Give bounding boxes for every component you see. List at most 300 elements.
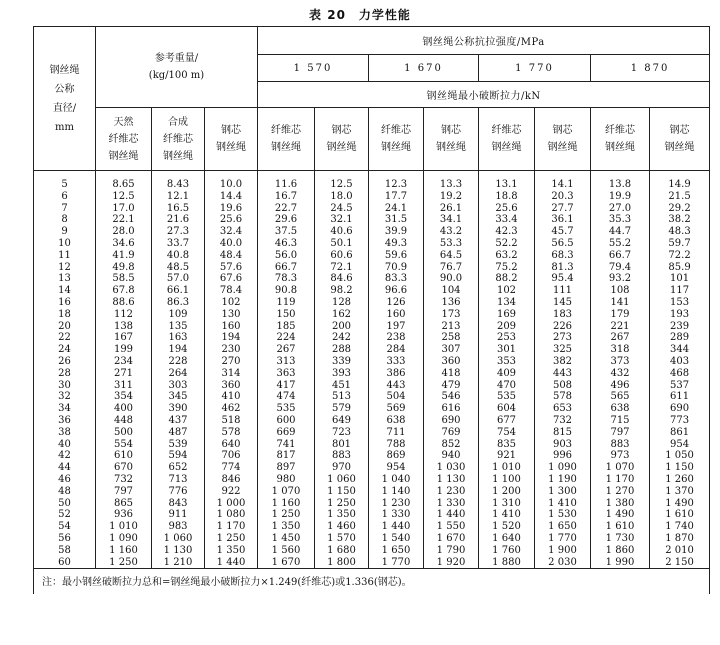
- table-cell: 78.4: [219, 285, 243, 297]
- table-cell: 1 410: [492, 509, 521, 521]
- table-cell: 226: [552, 320, 573, 332]
- header-line: 钢丝绳: [547, 142, 578, 153]
- table-cell: 390: [168, 403, 188, 415]
- table-cell: 817: [276, 450, 296, 462]
- header-line: 纤维芯: [381, 125, 411, 136]
- table-cell: 32.4: [219, 226, 243, 238]
- table-cell: 72.2: [668, 249, 691, 261]
- table-cell: 1 380: [605, 497, 635, 509]
- header-line: 钢芯: [552, 125, 573, 136]
- table-cell: 865: [113, 497, 134, 509]
- table-cell: 8: [61, 214, 68, 226]
- table-cell: 769: [441, 426, 461, 438]
- table-cell: 311: [113, 379, 134, 391]
- table-cell: 126: [386, 296, 406, 308]
- table-cell: 418: [441, 367, 461, 379]
- table-cell: 267: [610, 332, 630, 344]
- table-cell: 95.4: [551, 273, 574, 285]
- force-1670-steel-column: [424, 171, 479, 569]
- table-cell: 18: [58, 308, 71, 320]
- table-cell: 1 490: [605, 509, 635, 521]
- table-cell: 400: [113, 403, 134, 415]
- table-cell: 451: [331, 379, 352, 391]
- table-cell: 554: [113, 438, 134, 450]
- table-cell: 11.6: [274, 179, 298, 190]
- table-cell: 258: [441, 332, 461, 344]
- table-cell: 911: [168, 509, 188, 521]
- table-cell: 48.3: [668, 226, 691, 238]
- table-cell: 1 760: [492, 544, 521, 556]
- table-cell: 1 540: [381, 532, 411, 544]
- mechanical-properties-table: [33, 26, 710, 594]
- table-cell: 16.5: [166, 202, 190, 214]
- table-cell: 84.6: [330, 273, 353, 285]
- table-cell: 68.3: [551, 249, 574, 261]
- table-cell: 1 130: [436, 473, 466, 485]
- header-line: 钢芯: [331, 125, 352, 136]
- table-cell: 32.1: [330, 214, 353, 226]
- force-1770-steel-header: [535, 108, 591, 171]
- table-cell: 109: [168, 308, 188, 320]
- table-cell: 1 770: [381, 556, 411, 568]
- table-cell: 20: [58, 320, 71, 332]
- table-cell: 64.5: [439, 249, 463, 261]
- weight-synthetic-fiber-header: [152, 108, 205, 171]
- table-cell: 1 520: [492, 521, 521, 533]
- table-cell: 289: [670, 332, 690, 344]
- table-cell: 883: [610, 438, 630, 450]
- table-cell: 711: [386, 426, 406, 438]
- table-cell: 20.3: [551, 190, 574, 202]
- table-cell: 432: [610, 367, 630, 379]
- table-cell: 954: [670, 438, 690, 450]
- table-cell: 638: [610, 403, 630, 415]
- table-cell: 13.3: [439, 179, 463, 190]
- table-cell: 579: [331, 403, 352, 415]
- force-1670-fiber-header: [369, 108, 424, 171]
- table-cell: 46: [58, 473, 71, 485]
- table-cell: 788: [386, 438, 406, 450]
- table-cell: 56.5: [551, 237, 574, 249]
- table-cell: 1 790: [436, 544, 466, 556]
- table-cell: 535: [496, 391, 517, 403]
- table-cell: 18.8: [495, 190, 518, 202]
- table-cell: 43.2: [439, 226, 463, 238]
- table-cell: 29.6: [274, 214, 298, 226]
- force-1670-steel-header: [424, 108, 479, 171]
- table-cell: 93.2: [608, 273, 632, 285]
- table-cell: 1 900: [548, 544, 577, 556]
- table-cell: 318: [610, 344, 630, 356]
- table-cell: 28: [58, 367, 71, 379]
- table-cell: 199: [113, 344, 134, 356]
- table-cell: 66.1: [166, 285, 190, 297]
- table-cell: 706: [221, 450, 241, 462]
- table-cell: 34.1: [439, 214, 463, 226]
- table-cell: 653: [552, 403, 573, 415]
- table-cell: 344: [670, 344, 690, 356]
- force-1570-fiber-column: [258, 171, 315, 569]
- table-cell: 60: [58, 556, 71, 568]
- table-cell: 1 640: [492, 532, 521, 544]
- table-cell: 1 090: [548, 462, 577, 474]
- table-cell: 677: [496, 414, 517, 426]
- table-cell: 1 350: [216, 544, 246, 556]
- table-cell: 27.0: [608, 202, 632, 214]
- header-line: 钢芯: [221, 125, 241, 136]
- table-cell: 373: [610, 355, 630, 367]
- force-1870-steel-column: [650, 171, 710, 569]
- table-cell: 815: [552, 426, 573, 438]
- table-cell: 267: [276, 344, 296, 356]
- table-cell: 301: [496, 344, 517, 356]
- table-cell: 112: [113, 308, 134, 320]
- table-cell: 239: [670, 320, 690, 332]
- table-cell: 72.1: [330, 261, 353, 273]
- table-cell: 234: [113, 355, 134, 367]
- table-cell: 26: [58, 355, 71, 367]
- header-line: 纤维芯: [271, 125, 301, 136]
- table-cell: 238: [386, 332, 406, 344]
- table-cell: 34.6: [112, 237, 135, 249]
- table-cell: 58.5: [112, 273, 135, 285]
- force-1870-steel-header: [650, 108, 710, 171]
- table-cell: 1 000: [216, 497, 246, 509]
- force-1770-steel-column: [535, 171, 591, 569]
- table-cell: 1 170: [216, 521, 246, 533]
- table-cell: 496: [610, 379, 630, 391]
- table-cell: 10.0: [219, 179, 243, 190]
- table-cell: 1 300: [548, 485, 577, 497]
- table-cell: 21.5: [668, 190, 691, 202]
- table-cell: 162: [331, 308, 352, 320]
- table-cell: 1 260: [665, 473, 694, 485]
- table-cell: 843: [168, 497, 188, 509]
- ref-weight-header-line: (kg/100 m): [148, 70, 205, 81]
- table-cell: 11: [58, 249, 71, 261]
- table-cell: 500: [113, 426, 134, 438]
- table-cell: 57.6: [219, 261, 243, 273]
- table-cell: 852: [441, 438, 461, 450]
- table-cell: 1 650: [381, 544, 411, 556]
- table-cell: 7: [61, 202, 68, 214]
- force-1870-fiber-column: [591, 171, 650, 569]
- table-cell: 28.0: [112, 226, 135, 238]
- table-cell: 197: [386, 320, 406, 332]
- table-cell: 38.2: [668, 214, 691, 226]
- table-cell: 242: [331, 332, 352, 344]
- table-cell: 81.3: [551, 261, 574, 273]
- table-cell: 883: [331, 450, 352, 462]
- table-cell: 67.6: [219, 273, 243, 285]
- table-cell: 354: [113, 391, 134, 403]
- table-cell: 111: [552, 285, 573, 297]
- table-cell: 1 740: [665, 521, 694, 533]
- force-1570-steel-header: [315, 108, 369, 171]
- grade-1670-header: 1 670: [369, 55, 479, 82]
- table-cell: 14.9: [668, 179, 691, 190]
- table-cell: 649: [331, 414, 352, 426]
- header-line: 钢丝绳: [664, 142, 695, 153]
- table-cell: 32: [58, 391, 71, 403]
- header-line: 钢芯: [441, 125, 461, 136]
- table-cell: 56.0: [274, 249, 298, 261]
- table-cell: 270: [221, 355, 241, 367]
- header-line: 钢丝绳: [163, 150, 193, 162]
- table-cell: 1 560: [271, 544, 301, 556]
- table-cell: 996: [552, 450, 573, 462]
- table-cell: 1 670: [271, 556, 301, 568]
- table-cell: 200: [331, 320, 352, 332]
- table-cell: 42.3: [495, 226, 518, 238]
- table-cell: 417: [276, 379, 296, 391]
- table-cell: 1 920: [436, 556, 466, 568]
- table-cell: 169: [496, 308, 517, 320]
- table-cell: 393: [331, 367, 352, 379]
- table-cell: 44: [58, 462, 71, 474]
- table-cell: 1 550: [436, 521, 466, 533]
- table-cell: 13.8: [608, 179, 632, 190]
- table-cell: 980: [276, 473, 296, 485]
- table-cell: 14.1: [551, 179, 574, 190]
- table-cell: 1 050: [665, 450, 694, 462]
- table-cell: 1 250: [271, 509, 301, 521]
- table-cell: 513: [331, 391, 352, 403]
- table-cell: 12.5: [112, 190, 135, 202]
- table-cell: 85.9: [668, 261, 691, 273]
- table-cell: 754: [496, 426, 517, 438]
- table-cell: 470: [496, 379, 517, 391]
- table-cell: 19.9: [608, 190, 632, 202]
- table-cell: 1 160: [109, 544, 138, 556]
- table-cell: 12.3: [384, 179, 408, 190]
- table-cell: 40: [58, 438, 71, 450]
- table-cell: 130: [221, 308, 241, 320]
- table-cell: 17.7: [384, 190, 408, 202]
- header-line: 纤维芯: [108, 133, 139, 145]
- table-cell: 565: [610, 391, 630, 403]
- table-cell: 1 610: [665, 509, 694, 521]
- table-cell: 690: [441, 414, 461, 426]
- table-cell: 690: [670, 403, 690, 415]
- table-cell: 1 570: [327, 532, 356, 544]
- table-cell: 70.9: [384, 261, 408, 273]
- table-cell: 30: [58, 379, 71, 391]
- ref-weight-header-line: 参考重量/: [154, 53, 199, 64]
- table-cell: 1 310: [492, 497, 521, 509]
- min-break-force-header: 钢丝绳最小破断拉力/kN: [258, 82, 710, 108]
- table-cell: 54: [58, 521, 71, 533]
- header-line: 钢丝绳: [216, 142, 246, 153]
- table-cell: 194: [221, 332, 241, 344]
- table-cell: 141: [610, 296, 630, 308]
- table-cell: 10: [58, 237, 71, 249]
- table-cell: 443: [552, 367, 573, 379]
- force-1770-fiber-header: [479, 108, 535, 171]
- table-cell: 16.7: [274, 190, 298, 202]
- table-cell: 41.9: [112, 249, 135, 261]
- table-cell: 38: [58, 426, 71, 438]
- table-cell: 135: [168, 320, 188, 332]
- table-cell: 732: [113, 473, 134, 485]
- table-cell: 1 730: [605, 532, 635, 544]
- table-cell: 1 130: [163, 544, 193, 556]
- header-line: 钢丝绳: [108, 150, 139, 162]
- table-cell: 1 990: [605, 556, 635, 568]
- table-cell: 14: [58, 285, 71, 297]
- table-cell: 25.6: [219, 214, 243, 226]
- force-1870-fiber-header: [591, 108, 650, 171]
- table-cell: 443: [386, 379, 406, 391]
- table-cell: 1 610: [605, 521, 635, 533]
- table-cell: 59.6: [384, 249, 408, 261]
- table-cell: 1 440: [216, 556, 246, 568]
- table-cell: 1 010: [492, 462, 521, 474]
- table-cell: 846: [221, 473, 241, 485]
- table-cell: 903: [552, 438, 573, 450]
- table-cell: 75.2: [495, 261, 518, 273]
- table-cell: 48: [58, 485, 71, 497]
- table-cell: 183: [552, 308, 573, 320]
- table-cell: 160: [221, 320, 241, 332]
- tensile-strength-header: 钢丝绳公称抗拉强度/MPa: [258, 27, 710, 55]
- table-cell: 40.8: [166, 249, 190, 261]
- table-cell: 462: [221, 403, 241, 415]
- table-cell: 12.5: [330, 179, 353, 190]
- table-cell: 53.3: [439, 237, 463, 249]
- table-cell: 179: [610, 308, 630, 320]
- table-cell: 1 150: [665, 462, 694, 474]
- header-line: 钢丝绳: [326, 142, 357, 153]
- table-cell: 79.4: [608, 261, 632, 273]
- table-cell: 31.5: [384, 214, 408, 226]
- table-cell: 55.2: [608, 237, 632, 249]
- table-cell: 409: [496, 367, 517, 379]
- table-cell: 732: [552, 414, 573, 426]
- table-cell: 616: [441, 403, 461, 415]
- table-cell: 66.7: [608, 249, 632, 261]
- table-cell: 98.2: [330, 285, 353, 297]
- table-cell: 600: [276, 414, 296, 426]
- table-cell: 49.8: [112, 261, 135, 273]
- table-cell: 1 230: [381, 497, 411, 509]
- table-cell: 21.6: [166, 214, 190, 226]
- table-cell: 382: [552, 355, 573, 367]
- table-cell: 1 450: [271, 532, 301, 544]
- table-cell: 78.3: [274, 273, 298, 285]
- table-cell: 487: [168, 426, 188, 438]
- table-cell: 1 490: [665, 497, 694, 509]
- table-cell: 273: [552, 332, 573, 344]
- table-cell: 303: [168, 379, 188, 391]
- table-cell: 1 270: [605, 485, 635, 497]
- table-cell: 128: [331, 296, 352, 308]
- table-cell: 594: [168, 450, 188, 462]
- table-cell: 8.65: [112, 179, 135, 190]
- table-cell: 638: [386, 414, 406, 426]
- table-cell: 9: [61, 226, 68, 238]
- table-cell: 1 210: [163, 556, 193, 568]
- table-cell: 1 330: [436, 497, 466, 509]
- table-cell: 26.1: [439, 202, 463, 214]
- table-cell: 345: [168, 391, 188, 403]
- diameter-header-line: 钢丝绳: [49, 64, 80, 76]
- table-cell: 34: [58, 403, 71, 415]
- table-cell: 954: [386, 462, 406, 474]
- table-cell: 797: [113, 485, 134, 497]
- table-cell: 1 880: [492, 556, 521, 568]
- table-cell: 479: [441, 379, 461, 391]
- table-cell: 1 670: [436, 532, 466, 544]
- table-cell: 33.7: [166, 237, 190, 249]
- table-cell: 19.2: [439, 190, 463, 202]
- header-line: 纤维芯: [605, 125, 635, 136]
- table-cell: 537: [670, 379, 690, 391]
- table-cell: 102: [496, 285, 517, 297]
- table-cell: 22.1: [112, 214, 135, 226]
- table-cell: 90.8: [274, 285, 298, 297]
- table-cell: 1 150: [327, 485, 356, 497]
- table-cell: 193: [670, 308, 690, 320]
- force-1570-fiber-header: [258, 108, 315, 171]
- table-cell: 325: [552, 344, 573, 356]
- table-cell: 16: [58, 296, 71, 308]
- diameter-column: [34, 171, 96, 569]
- table-cell: 88.6: [112, 296, 135, 308]
- table-cell: 138: [113, 320, 134, 332]
- table-cell: 776: [168, 485, 188, 497]
- table-cell: 136: [441, 296, 461, 308]
- table-cell: 652: [168, 462, 188, 474]
- table-cell: 63.2: [495, 249, 518, 261]
- table-cell: 448: [113, 414, 134, 426]
- table-cell: 983: [168, 521, 188, 533]
- table-cell: 40.0: [219, 237, 243, 249]
- table-cell: 386: [386, 367, 406, 379]
- table-cell: 50.1: [330, 237, 353, 249]
- table-cell: 669: [276, 426, 296, 438]
- table-cell: 228: [168, 355, 188, 367]
- table-cell: 1 650: [548, 521, 577, 533]
- table-cell: 610: [113, 450, 134, 462]
- header-line: 天然: [113, 116, 134, 128]
- table-cell: 604: [496, 403, 517, 415]
- table-cell: 970: [331, 462, 352, 474]
- table-cell: 213: [441, 320, 461, 332]
- table-cell: 363: [276, 367, 296, 379]
- table-cell: 2 150: [665, 556, 694, 568]
- table-cell: 49.3: [384, 237, 408, 249]
- table-cell: 96.6: [384, 285, 408, 297]
- table-cell: 13.1: [495, 179, 518, 190]
- table-cell: 52.2: [495, 237, 518, 249]
- table-cell: 44.7: [608, 226, 632, 238]
- table-cell: 1 460: [327, 521, 356, 533]
- table-cell: 284: [386, 344, 406, 356]
- table-note: 注：最小钢丝破断拉力总和=钢丝绳最小破断拉力×1.249(纤维芯)或1.336(钢芯)。: [34, 569, 710, 595]
- table-cell: 224: [276, 332, 296, 344]
- table-cell: 36: [58, 414, 71, 426]
- table-cell: 22: [58, 332, 71, 344]
- table-cell: 57.0: [166, 273, 190, 285]
- table-cell: 861: [670, 426, 690, 438]
- table-cell: 86.3: [166, 296, 190, 308]
- table-cell: 104: [441, 285, 461, 297]
- table-cell: 1 680: [327, 544, 356, 556]
- table-cell: 1 350: [271, 521, 301, 533]
- force-1770-fiber-column: [479, 171, 535, 569]
- table-cell: 271: [113, 367, 134, 379]
